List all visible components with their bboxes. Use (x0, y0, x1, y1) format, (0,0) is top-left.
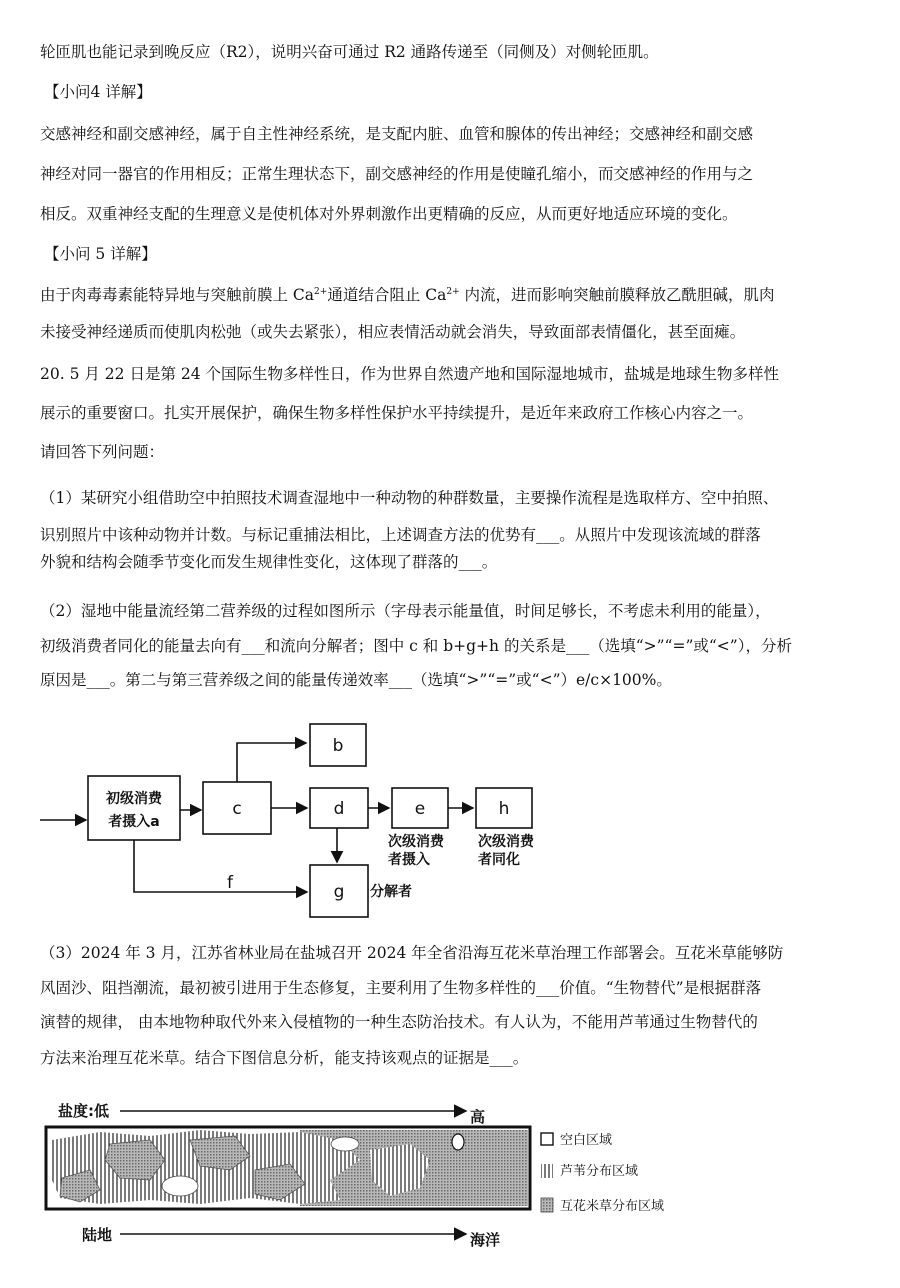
legend-reed-label: 芦苇分布区域 (560, 1164, 639, 1179)
question-stem: 展示的重要窗口。扎实开展保护，确保生物多样性保护水平持续提升，是近年来政府工作核心内容之一。 (40, 404, 754, 422)
text-line: 相反。双重神经支配的生理意义是使机体对外界刺激作出更精确的反应，从而更好地适应环境的变化。 (40, 205, 738, 223)
box-a-label: 初级消费 (106, 791, 162, 807)
e-caption: 次级消费 (388, 834, 444, 850)
text-line: 轮匝肌也能记录到晚反应（R2），说明兴奋可通过 R2 通路传递至（同侧及）对侧轮匝肌。 (40, 43, 659, 61)
g-caption: 分解者 (370, 884, 412, 900)
salinity-label: 盐度:低 (58, 1102, 109, 1120)
blank-zone (162, 1176, 198, 1196)
e-caption: 者摄入 (388, 852, 430, 868)
legend-spartina-label: 互花米草分布区域 (560, 1199, 665, 1214)
text-line: 未接受神经递质而使肌肉松弛（或失去紧张），相应表情活动就会消失，导致面部表情僵化，甚至面瘫。 (40, 323, 746, 341)
text-span: 通道结合阻止 Ca (327, 286, 447, 304)
legend-spartina-swatch (541, 1198, 553, 1212)
legend-blank-swatch (541, 1133, 553, 1145)
salinity-distribution-map (0, 1100, 900, 1270)
arrow-a-g (134, 840, 307, 892)
salinity-high-label: 高 (470, 1108, 486, 1126)
land-label: 陆地 (82, 1226, 113, 1244)
h-caption: 者同化 (478, 852, 520, 868)
question-stem: 20. 5 月 22 日是第 24 个国际生物多样性日，作为世界自然遗产地和国际湿地城市，盐城是地球生物多样性 (40, 365, 780, 383)
section-heading: 【小问4 详解】 (44, 83, 152, 101)
box-c-label: c (232, 799, 242, 819)
sub-question-1: （1）某研究小组借助空中拍照技术调查湿地中一种动物的种群数量，主要操作流程是选取样方、空中拍照、 (40, 489, 779, 507)
box-b-label: b (332, 736, 344, 756)
blank-zone (452, 1134, 464, 1150)
sub-question-1: 识别照片中该种动物并计数。与标记重捕法相比，上述调查方法的优势有___。从照片中发现该流域的群落 (40, 526, 761, 544)
blank-zone (331, 1137, 359, 1151)
legend-blank-label: 空白区域 (560, 1133, 613, 1148)
energy-flow-diagram (0, 710, 900, 930)
box-d-label: d (333, 799, 345, 819)
sub-question-1: 外貌和结构会随季节变化而发生规律性变化，这体现了群落的___。 (40, 553, 498, 571)
ocean-label: 海洋 (470, 1231, 501, 1249)
text-line (40, 285, 775, 305)
h-caption: 次级消费 (478, 834, 534, 850)
sub-question-3: 风固沙、阻挡潮流，最初被引进用于生态修复，主要利用了生物多样性的___价值。“生物替代”是根据群落 (40, 979, 762, 997)
text-line: 神经对同一器官的作用相反；正常生理状态下，副交感神经的作用是使瞳孔缩小，而交感神经的作用与之 (40, 165, 754, 183)
box-a (88, 776, 180, 840)
sub-question-2: 初级消费者同化的能量去向有___和流向分解者；图中 c 和 b+g+h 的关系是___（选填“>”“=”或“<”），分析 (40, 637, 792, 655)
box-g-label: g (333, 882, 345, 902)
arrow-f-label: f (227, 873, 233, 893)
question-stem: 请回答下列问题： (40, 443, 165, 461)
sub-question-3: 演替的规律， 由本地物种取代外来入侵植物的一种生态防治技术。有人认为，不能用芦苇通过生物替代的 (40, 1013, 758, 1031)
sub-question-2: （2）湿地中能量流经第二营养级的过程如图所示（字母表示能量值，时间足够长，不考虑未利用的能量）， (40, 602, 771, 620)
superscript: 2+ (314, 287, 328, 297)
box-a-label: 者摄入a (108, 814, 160, 830)
box-h-label: h (498, 799, 510, 819)
text-span: 内流，进而影响突触前膜释放乙酰胆碱，肌肉 (459, 286, 775, 304)
sub-question-2: 原因是___。第二与第三营养级之间的能量传递效率___（选填“>”“=”或“<”）e/c×100%。 (40, 671, 672, 689)
arrow-c-b (237, 743, 306, 782)
sub-question-3: （3）2024 年 3 月，江苏省林业局在盐城召开 2024 年全省沿海互花米草治理工作部署会。互花米草能够防 (40, 944, 784, 962)
box-e-label: e (414, 799, 426, 819)
section-heading: 【小问 5 详解】 (44, 245, 157, 263)
sub-question-3: 方法来治理互花米草。结合下图信息分析，能支持该观点的证据是___。 (40, 1049, 529, 1067)
text-line: 交感神经和副交感神经，属于自主性神经系统，是支配内脏、血管和腺体的传出神经；交感神经和副交感 (40, 125, 754, 143)
superscript: 2+ (446, 287, 460, 297)
legend-reed-swatch (541, 1164, 553, 1178)
text-span: 由于肉毒毒素能特异地与突触前膜上 Ca (40, 286, 315, 304)
